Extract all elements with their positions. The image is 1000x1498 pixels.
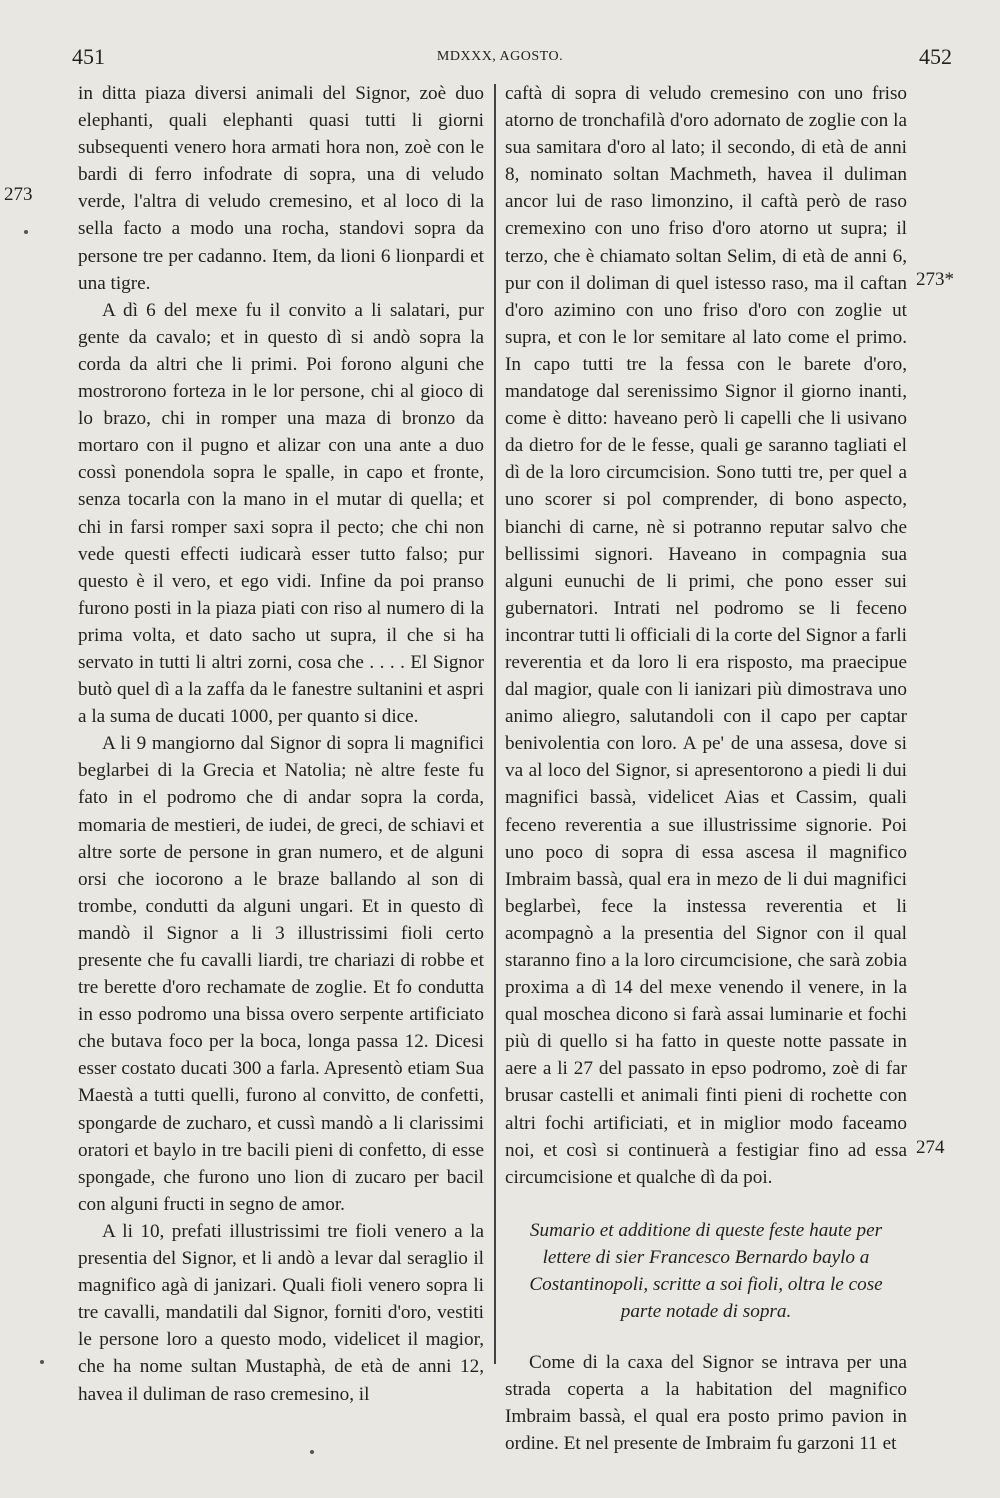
margin-number-273-star: 273* xyxy=(916,269,954,290)
speck xyxy=(40,1360,44,1364)
left-column xyxy=(78,80,484,1408)
right-column xyxy=(505,80,907,1457)
paragraph: Come di la caxa del Signor se intrava per una strada coperta a la habitation del magnifico Imbraim bassà, el qual era posto primo pavion in ordine. Et nel presente de Imbraim fu garzoni 11 et xyxy=(505,1351,907,1455)
speck xyxy=(310,1450,314,1454)
paragraph: A li 9 mangiorno dal Signor di sopra li magnifici beglarbei di la Grecia et Natolia; nè altre feste fu fato in el podromo che di andar sopra la corda, momaria de mestieri, de iudei, de greci, de schiavi et altre sorte de persone in gran numero, et de alguni orsi che iocorono a le braze ballando al son di trombe, condutti da alguni ungari. Et in questo dì mandò il Signor a li 3 illustrissimi fioli certo presente che fu cavalli liardi, tre chariazi di robbe et tre berette d'oro rechamate de zoglie. Et fo condutta in esso podromo una bissa overo serpente artificiato che butava foco per la boca, longa passa 12. Dicesi esser costato ducati 300 a farla. Apresentò etiam Sua Maestà a tutti quelli, furono al convitto, de confetti, spongarde de zucharo, et cussì mandò a li clarissimi oratori et baylo in tre bacili pieni di confetto, di esse spongade, che furono uno lion di zucaro per bacil con alguni fructi in segno de amor. xyxy=(78,733,484,1215)
section-heading: Sumario et additione di queste feste haute per lettere di sier Francesco Bernardo baylo a Costantinopoli, scritte a soi fioli, oltra le cose parte notade di sopra. xyxy=(529,1219,883,1322)
running-title: MDXXX, AGOSTO. xyxy=(436,49,564,64)
column-divider xyxy=(494,84,496,1364)
paragraph: A li 10, prefati illustrissimi tre fioli venero a la presentia del Signor, et li andò a levar dal seraglio il magnifico agà di janizari. Quali fioli venero sopra li tre cavalli, mandatili dal Signor, forniti d'oro, vestiti le persone loro a questo modo, videlicet il magior, che ha nome sultan Mustaphà, de età de anni 12, havea il duliman de raso cremesino, il xyxy=(78,1220,484,1405)
speck xyxy=(24,230,28,234)
paragraph: A dì 6 del mexe fu il convito a li salatari, pur gente da cavalo; et in questo dì si andò sopra la corda da altri che li primi. Poi forono alguni che mostrorono forteza in le lor persone, chi al gioco di lo brazo, chi in romper una maza di bronzo da mortaro con il pugno et alizar con una ante a duo cossì ponendola sopra le spalle, in capo et fronte, senza tocarla con la mano in el mutar di quella; et chi in farsi romper saxi sopra il pecto; che chi non vede questi effecti iudicarà esser tutto falso; pur questo è il vero, et ego vidi. Infine da poi pranso furono posti in la piaza piati con riso al numero di la prima volta, et dato sacho ut supra, il che si ha servato in tutti li altri zorni, cosa che . . . . El Signor butò quel dì a la zaffa da le fanestre sultanini et aspri a la suma de ducati 1000, per quanto si dice. xyxy=(78,299,484,728)
margin-number-273: 273 xyxy=(4,184,33,205)
margin-number-274: 274 xyxy=(916,1137,945,1158)
page-number-left: 451 xyxy=(72,44,105,69)
paragraph: in ditta piaza diversi animali del Signor, zoè duo elephanti, quali elephanti quasi tutti li giorni subsequenti venero hora armati hora non, zoè con le bardi di ferro infodrate di sopra, una di veludo verde, l'altra di veludo cremesino, et al loco di la sella facto a modo una rocha, standovi sopra da persone tre per cadanno. Item, da lioni 6 lionpardi et una tigre. xyxy=(78,83,484,294)
paragraph: caftà di sopra di veludo cremesino con uno friso atorno de tronchafilà d'oro adornato de zoglie con la sua samitara d'oro al lato; il secondo, di età de anni 8, nominato soltan Machmeth, havea il duliman ancor lui de raso limonzino, il caftà però de raso cremexino con uno friso d'oro atorno ut supra; il terzo, che è chiamato soltan Selim, di età de anni 6, pur con il doliman di quel istesso raso, ma il caftan d'oro azimino con uno friso d'oro con zoglie ut supra, et con le lor semitare al lato come el primo. In capo tutti tre la fessa con le barete d'oro, mandatoge dal serenissimo Signor il giorno inanti, come è ditto: haveano però li capelli che li usivano da dietro for de le fesse, quali ge saranno tagliati el dì de la loro circumcision. Sono tutti tre, per quel a uno scorer si pol comprender, di bono aspecto, bianchi di carne, nè si potranno reputar salvo che bellissimi signori. Haveano in compagnia sua alguni eunuchi de li primi, che pono esser sui gubernatori. Intrati nel podromo se li feceno incontrar tutti li officiali di la corte del Signor a farli reverentia et da loro li era risposto, ma praecipue dal magior, quale con li ianizari più dimostrava uno animo aliegro, salutandoli con il capo per captar benivolentia con loro. A pe' de una assesa, dove si va al loco del Signor, si apresentorono a piedi li dui magnifici bassà, videlicet Aias et Cassim, quali feceno reverentia a sue illustrissime signorie. Poi uno poco di sopra di essa ascesa il magnifico Imbraim bassà, qual era in mezo de li dui magnifici beglarbeì, fece la instessa reverentia et li acompagnò a la presentia del Signor con il qual staranno fino a la loro circumcisione, che sarà zobia proxima a dì 14 del mexe venendo il venere, in la qual moschea dicono si farà assai luminarie et fochi più di quello si ha fatto in queste notte passate in aere a li 27 del passato in epso podromo, zoè di far brusar castelli et animali finti pieni di rochette con altri fochi artificiati, et in miglior modo faceamo noi, et così si continuerà a festigiar fino ad essa circumcisione et qualche dì da poi. xyxy=(505,83,907,1188)
page-number-right: 452 xyxy=(919,44,952,69)
